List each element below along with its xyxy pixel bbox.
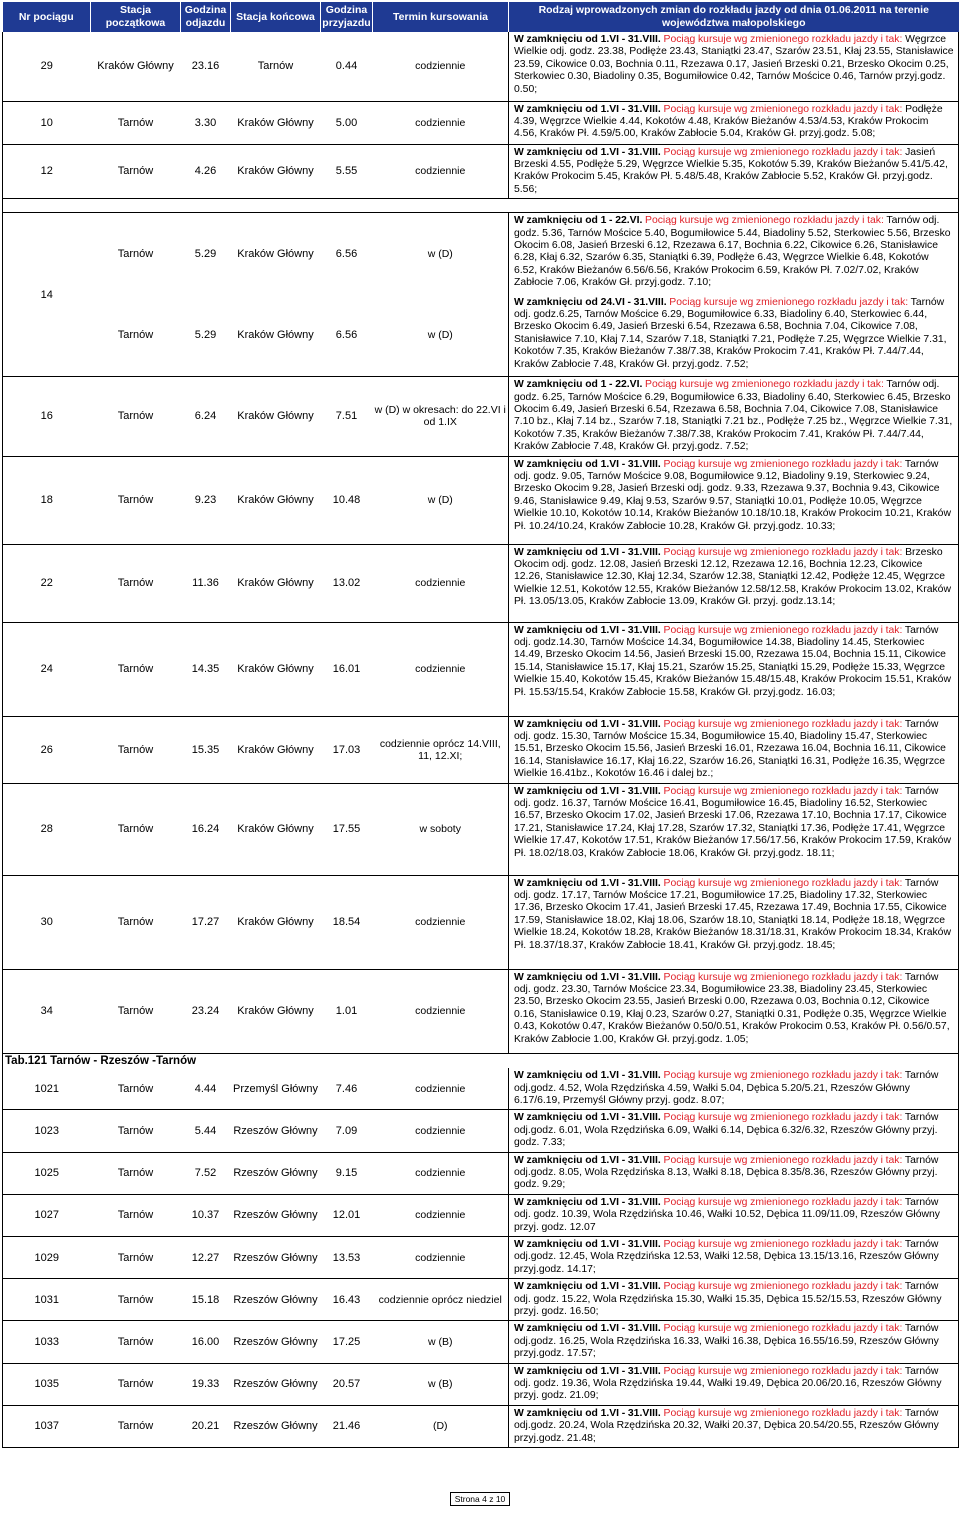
arrival-time: 7.46 bbox=[321, 1068, 373, 1110]
arrival-time: 17.03 bbox=[321, 716, 373, 783]
table-row bbox=[3, 1363, 959, 1405]
header-schedule-term: Termin kursowania bbox=[373, 2, 509, 32]
train-number: 18 bbox=[3, 456, 91, 544]
start-station: Tarnów bbox=[91, 213, 181, 295]
change-note: Pociąg kursuje wg zmienionego rozkładu jazdy i tak: bbox=[660, 971, 903, 983]
table-row bbox=[3, 1068, 959, 1110]
train-number: 16 bbox=[3, 377, 91, 456]
route-text: Tarnów odj. godz. 19.36, Wola Rzędzińska 19.44, Wałki 19.49, Dębica 20.06/20.16, Rzeszów Główny przyj. godz. 21.09; bbox=[514, 1365, 942, 1402]
train-number: 34 bbox=[3, 969, 91, 1053]
train-number: 1023 bbox=[3, 1110, 91, 1152]
table-row bbox=[3, 544, 959, 622]
table-row bbox=[3, 1279, 959, 1321]
route-text: Brzesko Okocim odj. godz. 12.08, Jasień Brzeski 12.12, Rzezawa 12.16, Bochnia 12.23, Cikowice 12.26, Stanisławice 12.30, Kłaj 12.34, Szarów 12.38, Staniątki 12.42, Podłęże 12.45, Węgrzce Wielkie 12.51, Kokotów 12.55, Kraków Bieżanów 12.58/12.58, Kraków Prokocim 13.02, Kraków Pł. 13.05/13.05, Kraków Zabłocie 13.09, Kraków Gł. przyj. godz.13.14; bbox=[514, 546, 951, 608]
change-description bbox=[509, 456, 959, 544]
start-station: Tarnów bbox=[91, 1321, 181, 1363]
departure-time: 23.16 bbox=[181, 32, 231, 101]
change-note: Pociąg kursuje wg zmienionego rozkładu jazdy i tak: bbox=[660, 34, 903, 45]
schedule-term: codziennie bbox=[373, 1194, 509, 1236]
table-row bbox=[3, 1110, 959, 1152]
arrival-time: 16.43 bbox=[321, 1279, 373, 1321]
closure-period: W zamknięciu od 1.VI - 31.VIII. bbox=[514, 34, 661, 45]
schedule-term: w soboty bbox=[373, 783, 509, 875]
schedule-term: w (D) bbox=[373, 213, 509, 295]
schedule-term: codziennie bbox=[373, 1110, 509, 1152]
departure-time: 23.24 bbox=[181, 969, 231, 1053]
change-note: Pociąg kursuje wg zmienionego rozkładu jazdy i tak: bbox=[660, 624, 903, 636]
departure-time: 9.23 bbox=[181, 456, 231, 544]
train-number: 24 bbox=[3, 622, 91, 716]
schedule-table bbox=[2, 2, 959, 1448]
schedule-term: w (D) bbox=[373, 456, 509, 544]
arrival-time: 13.53 bbox=[321, 1236, 373, 1278]
header-arrival: Godzina przyjazdu bbox=[321, 2, 373, 32]
train-number: 1025 bbox=[3, 1152, 91, 1194]
table-row bbox=[3, 213, 959, 295]
change-description bbox=[509, 1194, 959, 1236]
table-row bbox=[3, 1152, 959, 1194]
train-number: 1033 bbox=[3, 1321, 91, 1363]
header-end-station: Stacja końcowa bbox=[231, 2, 321, 32]
arrival-time: 21.46 bbox=[321, 1405, 373, 1447]
start-station: Tarnów bbox=[91, 1405, 181, 1447]
route-text: Tarnów odj. godz. 15.30, Tarnów Mościce 15.34, Bogumiłowice 15.40, Biadoliny 15.47, Sterkowiec 15.51, Brzesko Okocim 15.56, Jasień Brzeski 16.01, Rzezawa 16.04, Bochnia 16.11, Cikowice 16.14, Stanisławice 16.17, Kłaj 16.22, Szarów 16.26, Staniątki 16.31, Podłęże 16.35, Węgrzce Wielkie 16.41bz., Kokotów 16.46 i dalej bz.; bbox=[514, 718, 946, 780]
end-station: Przemyśl Główny bbox=[231, 1068, 321, 1110]
schedule-term: codziennie bbox=[373, 622, 509, 716]
table-row bbox=[3, 144, 959, 199]
header-departure: Godzina odjazdu bbox=[181, 2, 231, 32]
arrival-time: 17.25 bbox=[321, 1321, 373, 1363]
train-number: 22 bbox=[3, 544, 91, 622]
departure-time: 4.26 bbox=[181, 144, 231, 199]
arrival-time: 6.56 bbox=[321, 295, 373, 377]
closure-period: W zamknięciu od 1.VI - 31.VIII. bbox=[514, 146, 661, 158]
change-description bbox=[509, 32, 959, 101]
start-station: Tarnów bbox=[91, 1194, 181, 1236]
schedule-term: codziennie bbox=[373, 101, 509, 144]
table-row bbox=[3, 622, 959, 716]
change-note: Pociąg kursuje wg zmienionego rozkładu jazdy i tak: bbox=[642, 379, 884, 391]
end-station: Rzeszów Główny bbox=[231, 1405, 321, 1447]
change-note: Pociąg kursuje wg zmienionego rozkładu jazdy i tak: bbox=[666, 296, 909, 308]
table-row bbox=[3, 1405, 959, 1447]
end-station: Kraków Główny bbox=[231, 544, 321, 622]
change-description bbox=[509, 295, 959, 377]
start-station: Tarnów bbox=[91, 1363, 181, 1405]
route-text: Tarnów odj. godz. 15.22, Wola Rzędzińska 15.30, Wałki 15.35, Dębica 15.52/15.53, Rzeszów Główny przyj. godz. 16.50; bbox=[514, 1281, 942, 1317]
table-row bbox=[3, 101, 959, 144]
table-row bbox=[3, 295, 959, 377]
header-train-number: Nr pociągu bbox=[3, 2, 91, 32]
start-station: Tarnów bbox=[91, 144, 181, 199]
arrival-time: 12.01 bbox=[321, 1194, 373, 1236]
departure-time: 5.29 bbox=[181, 213, 231, 295]
change-description bbox=[509, 1152, 959, 1194]
arrival-time: 16.01 bbox=[321, 622, 373, 716]
table-row bbox=[3, 32, 959, 101]
schedule-term: codziennie bbox=[373, 144, 509, 199]
closure-period: W zamknięciu od 1.VI - 31.VIII. bbox=[514, 877, 661, 889]
schedule-term: w (B) bbox=[373, 1321, 509, 1363]
closure-period: W zamknięciu od 1.VI - 31.VIII. bbox=[514, 546, 661, 558]
start-station: Tarnów bbox=[91, 716, 181, 783]
end-station: Rzeszów Główny bbox=[231, 1110, 321, 1152]
change-note: Pociąg kursuje wg zmienionego rozkładu jazdy i tak: bbox=[660, 1154, 903, 1166]
train-number: 30 bbox=[3, 875, 91, 969]
change-description bbox=[509, 716, 959, 783]
arrival-time: 6.56 bbox=[321, 213, 373, 295]
schedule-term: codziennie bbox=[373, 969, 509, 1053]
end-station: Kraków Główny bbox=[231, 969, 321, 1053]
departure-time: 4.44 bbox=[181, 1068, 231, 1110]
closure-period: W zamknięciu od 1.VI - 31.VIII. bbox=[514, 1323, 661, 1335]
schedule-term: codziennie bbox=[373, 1152, 509, 1194]
departure-time: 10.37 bbox=[181, 1194, 231, 1236]
change-description bbox=[509, 377, 959, 456]
start-station: Tarnów bbox=[91, 1068, 181, 1110]
start-station: Tarnów bbox=[91, 622, 181, 716]
start-station: Tarnów bbox=[91, 101, 181, 144]
end-station: Kraków Główny bbox=[231, 101, 321, 144]
route-text: Tarnów odj. godz. 9.05, Tarnów Mościce 9.08, Bogumiłowice 9.12, Biadoliny 9.19, Sterkowiec 9.24, Brzesko Okocim 9.28, Jasień Brzeski odj. godz. 9.33, Rzezawa 9.37, Bochnia 9.43, Cikowice 9.46, Stanisławice 9.49, Kłaj 9.53, Szarów 9.57, Staniątki 10.01, Podłęże 10.05, Węgrzce Wielkie 10.10, Kokotów 10.14, Kraków Bieżanów 10.18/10.18, Kraków Prokocim 10.21, Kraków Pł. 10.24/10.24, Kraków Zabłocie 10.28, Kraków Gł. przyj.godz. 10.33; bbox=[514, 458, 951, 532]
table-row bbox=[3, 1194, 959, 1236]
table-header bbox=[3, 2, 959, 32]
end-station: Rzeszów Główny bbox=[231, 1279, 321, 1321]
closure-period: W zamknięciu od 1.VI - 31.VIII. bbox=[514, 1407, 661, 1419]
route-text: Tarnów odj. godz. 17.17, Tarnów Mościce 17.21, Bogumiłowice 17.25, Biadoliny 17.32, Sterkowiec 17.36, Brzesko Okocim 17.41, Jasień Brzeski 17.45, Rzezawa 17.49, Bochnia 17.55, Cikowice 17.59, Stanisławice 18.02, Kłaj 18.06, Szarów 18.10, Staniątki 18.14, Podłęże 18.18, Węgrzce Wielkie 18.24, Kokotów 18.28, Kraków Bieżanów 18.31/18.31, Kraków Prokocim 18.34, Kraków Pł. 18.37/18.37, Kraków Zabłocie 18.41, Kraków Gł. przyj.godz. 18.45; bbox=[514, 877, 951, 951]
route-text: Tarnów odj. godz. 6.25, Tarnów Mościce 6.29, Bogumiłowice 6.33, Biadoliny 6.40, Sterkowiec 6.45, Brzesko Okocim 6.49, Jasień Brzeski 6.54, Rzezawa 6.58, Bochnia 7.04, Cikowice 7.08, Stanisławice 7.10 bz., Kłaj 7.14 bz., Szarów 7.18, Staniątki 7.21 bz., Podłęże 7.25 bz., Węgrzce Wielkie 7.31, Kokotów 7.35, Kraków Bieżanów 7.38/7.38, Kraków Prokocim 7.41, Kraków Pł. 7.44/7.44, Kraków Zabłocie 7.48, Kraków Gł. przyj.godz. 7.52; bbox=[514, 379, 953, 453]
closure-period: W zamknięciu od 1.VI - 31.VIII. bbox=[514, 1365, 661, 1377]
train-number: 12 bbox=[3, 144, 91, 199]
departure-time: 15.35 bbox=[181, 716, 231, 783]
closure-period: W zamknięciu od 1.VI - 31.VIII. bbox=[514, 1154, 661, 1166]
end-station: Kraków Główny bbox=[231, 377, 321, 456]
table-row bbox=[3, 1321, 959, 1363]
closure-period: W zamknięciu od 1 - 22.VI. bbox=[514, 215, 643, 227]
closure-period: W zamknięciu od 1.VI - 31.VIII. bbox=[514, 1238, 661, 1250]
end-station: Rzeszów Główny bbox=[231, 1363, 321, 1405]
route-text: Tarnów odj. godz. 16.37, Tarnów Mościce 16.41, Bogumiłowice 16.45, Biadoliny 16.52, Sterkowiec 16.57, Brzesko Okocim 17.02, Jasień Brzeski 17.06, Rzezawa 17.10, Bochnia 17.17, Cikowice 17.21, Stanisławice 17.24, Kłaj 17.28, Szarów 17.32, Staniątki 17.36, Podłęże 17.41, Węgrzce Wielkie 17.47, Kokotów 17.51, Kraków Bieżanów 17.56/17.56, Kraków Prokocim 17.59, Kraków Pł. 18.02/18.03, Kraków Zabłocie 18.06, Kraków Gł. przyj.godz. 18.11; bbox=[514, 785, 951, 859]
change-description bbox=[509, 1110, 959, 1152]
end-station: Rzeszów Główny bbox=[231, 1236, 321, 1278]
table-row bbox=[3, 875, 959, 969]
start-station: Tarnów bbox=[91, 544, 181, 622]
route-text: Tarnów odj.godz. 6.01, Wola Rzędzińska 6.09, Wałki 6.14, Dębica 6.32/6.32, Rzeszów Główny przyj. godz. 7.33; bbox=[514, 1112, 939, 1149]
arrival-time: 20.57 bbox=[321, 1363, 373, 1405]
header-start-station: Stacja początkowa bbox=[91, 2, 181, 32]
start-station: Tarnów bbox=[91, 875, 181, 969]
end-station: Kraków Główny bbox=[231, 213, 321, 295]
departure-time: 5.44 bbox=[181, 1110, 231, 1152]
change-description bbox=[509, 1321, 959, 1363]
closure-period: W zamknięciu od 24.VI - 31.VIII. bbox=[514, 296, 667, 308]
change-description bbox=[509, 1363, 959, 1405]
table-row bbox=[3, 1236, 959, 1278]
arrival-time: 17.55 bbox=[321, 783, 373, 875]
spacer-row bbox=[3, 199, 959, 213]
schedule-term: codziennie bbox=[373, 1068, 509, 1110]
change-note: Pociąg kursuje wg zmienionego rozkładu jazdy i tak: bbox=[660, 546, 903, 558]
route-text: Tarnów odj. godz. 5.36, Tarnów Mościce 5.40, Bogumiłowice 5.44, Biadoliny 5.52, Sterkowiec 5.56, Brzesko Okocim 6.08, Jasień Brzeski 6.12, Rzezawa 6.17, Bochnia 6.22, Cikowice 6.26, Stanisławice 6.28, Kłaj 6.32, Szarów 6.35, Staniątki 6.39, Podłęże 6.43, Węgrzce Wielkie 6.48, Kokotów 6.52, Kraków Bieżanów 6.56/6.56, Kraków Prokocim 6.59, Kraków Pł. 7.02/7.02, Kraków Zabłocie 7.06, Kraków Gł. przyj.godz. 7.10; bbox=[514, 215, 951, 289]
route-text: Podłęże 4.39, Węgrzce Wielkie 4.44, Kokotów 4.48, Kraków Bieżanów 4.53/4.53, Kraków Prokocim 4.56, Kraków Pł. 4.59/5.00, Kraków Zabłocie 5.04, Kraków Gł. przyj.godz. 5.08; bbox=[514, 103, 943, 140]
route-text: Jasień Brzeski 4.55, Podłęże 5.29, Węgrzce Wielkie 5.35, Kokotów 5.39, Kraków Bieżanów 5.41/5.42, Kraków Prokocim 5.45, Kraków Pł. 5.48/5.48, Kraków Zabłocie 5.52, Kraków Gł. przyj.godz. 5.56; bbox=[514, 146, 948, 195]
change-note: Pociąg kursuje wg zmienionego rozkładu jazdy i tak: bbox=[660, 1238, 903, 1250]
change-note: Pociąg kursuje wg zmienionego rozkładu jazdy i tak: bbox=[660, 1323, 903, 1335]
train-number: 1021 bbox=[3, 1068, 91, 1110]
closure-period: W zamknięciu od 1.VI - 31.VIII. bbox=[514, 1070, 661, 1082]
change-description bbox=[509, 101, 959, 144]
change-note: Pociąg kursuje wg zmienionego rozkładu jazdy i tak: bbox=[642, 215, 884, 227]
train-number: 1029 bbox=[3, 1236, 91, 1278]
change-description bbox=[509, 783, 959, 875]
arrival-time: 13.02 bbox=[321, 544, 373, 622]
schedule-term: codziennie bbox=[373, 544, 509, 622]
page-number: Strona 4 z 10 bbox=[450, 1492, 511, 1506]
departure-time: 5.29 bbox=[181, 295, 231, 377]
arrival-time: 10.48 bbox=[321, 456, 373, 544]
closure-period: W zamknięciu od 1.VI - 31.VIII. bbox=[514, 458, 661, 470]
change-description bbox=[509, 544, 959, 622]
schedule-term: codziennie bbox=[373, 32, 509, 101]
closure-period: W zamknięciu od 1.VI - 31.VIII. bbox=[514, 1112, 661, 1124]
arrival-time: 5.55 bbox=[321, 144, 373, 199]
change-description bbox=[509, 622, 959, 716]
table-row bbox=[3, 783, 959, 875]
train-number: 29 bbox=[3, 32, 91, 101]
section-title: Tab.121 Tarnów - Rzeszów -Tarnów bbox=[3, 1053, 509, 1068]
schedule-term: codziennie bbox=[373, 875, 509, 969]
change-description bbox=[509, 144, 959, 199]
departure-time: 6.24 bbox=[181, 377, 231, 456]
arrival-time: 1.01 bbox=[321, 969, 373, 1053]
start-station: Tarnów bbox=[91, 1236, 181, 1278]
change-note: Pociąg kursuje wg zmienionego rozkładu jazdy i tak: bbox=[660, 103, 903, 115]
change-note: Pociąg kursuje wg zmienionego rozkładu jazdy i tak: bbox=[660, 718, 903, 730]
schedule-term: codziennie bbox=[373, 1236, 509, 1278]
arrival-time: 7.09 bbox=[321, 1110, 373, 1152]
train-number: 1037 bbox=[3, 1405, 91, 1447]
departure-time: 7.52 bbox=[181, 1152, 231, 1194]
start-station: Tarnów bbox=[91, 1152, 181, 1194]
departure-time: 12.27 bbox=[181, 1236, 231, 1278]
route-text: Węgrzce Wielkie odj. godz. 23.38, Podłęże 23.43, Staniątki 23.47, Szarów 23.51, Kłaj 23.55, Stanisławice 23.59, Cikowice 0.03, Bochnia 0.11, Rzezawa 0.17, Jasień Brzeski 0.21, Brzesko Okocim 0.25, Sterkowiec 0.30, Biadoliny 0.35, Bogumiłowice 0.42, Tarnów Mościce 0.46, Tarnów przyj.godz. 0.50; bbox=[514, 34, 954, 95]
route-text: Tarnów odj. godz. 10.39, Wola Rzędzińska 10.46, Wałki 10.52, Dębica 11.09/11.09, Rzeszów Główny przyj. godz. 12.07 bbox=[514, 1196, 940, 1233]
change-description bbox=[509, 1279, 959, 1321]
end-station: Kraków Główny bbox=[231, 875, 321, 969]
change-note: Pociąg kursuje wg zmienionego rozkładu jazdy i tak: bbox=[660, 1070, 903, 1082]
change-note: Pociąg kursuje wg zmienionego rozkładu jazdy i tak: bbox=[660, 458, 903, 470]
change-note: Pociąg kursuje wg zmienionego rozkładu jazdy i tak: bbox=[660, 1112, 903, 1124]
change-note: Pociąg kursuje wg zmienionego rozkładu jazdy i tak: bbox=[660, 1281, 903, 1293]
start-station: Tarnów bbox=[91, 1279, 181, 1321]
arrival-time: 7.51 bbox=[321, 377, 373, 456]
train-number: 26 bbox=[3, 716, 91, 783]
departure-time: 16.24 bbox=[181, 783, 231, 875]
train-number: 28 bbox=[3, 783, 91, 875]
schedule-term: w (D) w okresach: do 22.VI i od 1.IX bbox=[373, 377, 509, 456]
change-note: Pociąg kursuje wg zmienionego rozkładu jazdy i tak: bbox=[660, 877, 903, 889]
change-description bbox=[509, 1236, 959, 1278]
end-station: Rzeszów Główny bbox=[231, 1194, 321, 1236]
closure-period: W zamknięciu od 1.VI - 31.VIII. bbox=[514, 785, 661, 797]
table-row bbox=[3, 969, 959, 1053]
change-description bbox=[509, 969, 959, 1053]
route-text: Tarnów odj.godz. 8.05, Wola Rzędzińska 8.13, Wałki 8.18, Dębica 8.35/8.36, Rzeszów Główny przyj. godz. 9.29; bbox=[514, 1154, 939, 1191]
route-text: Tarnów odj. godz.6.25, Tarnów Mościce 6.29, Bogumiłowice 6.33, Biadoliny 6.40, Sterkowiec 6.44, Brzesko Okocim 6.49, Jasień Brzeski 6.54, Rzezawa 6.58, Bochnia 7.04, Cikowice 7.08, Stanisławice 7.10, Kłaj 7.14, Szarów 7.18, Staniątki 7.21, Podłęże 7.25, Węgrzce Wielkie 7.31, Kokotów 7.35, Kraków Bieżanów 7.38/7.38, Kraków Prokocim 7.41, Kraków Pł. 7.44/7.44, Kraków Zabłocie 7.48, Kraków Gł. przyj.godz. 7.52; bbox=[514, 296, 947, 370]
closure-period: W zamknięciu od 1.VI - 31.VIII. bbox=[514, 971, 661, 983]
arrival-time: 0.44 bbox=[321, 32, 373, 101]
change-note: Pociąg kursuje wg zmienionego rozkładu jazdy i tak: bbox=[660, 146, 903, 158]
table-row bbox=[3, 456, 959, 544]
end-station: Kraków Główny bbox=[231, 456, 321, 544]
end-station: Rzeszów Główny bbox=[231, 1321, 321, 1363]
start-station: Tarnów bbox=[91, 1110, 181, 1152]
end-station: Tarnów bbox=[231, 32, 321, 101]
departure-time: 11.36 bbox=[181, 544, 231, 622]
closure-period: W zamknięciu od 1.VI - 31.VIII. bbox=[514, 718, 661, 730]
closure-period: W zamknięciu od 1.VI - 31.VIII. bbox=[514, 1281, 661, 1293]
departure-time: 14.35 bbox=[181, 622, 231, 716]
schedule-term: w (B) bbox=[373, 1363, 509, 1405]
change-note: Pociąg kursuje wg zmienionego rozkładu jazdy i tak: bbox=[660, 1196, 903, 1208]
schedule-term: (D) bbox=[373, 1405, 509, 1447]
route-text: Tarnów odj.godz. 20.24, Wola Rzędzińska 20.32, Wałki 20.37, Dębica 20.54/20.55, Rzeszów Główny przyj.godz. 21.48; bbox=[514, 1407, 939, 1444]
change-note: Pociąg kursuje wg zmienionego rozkładu jazdy i tak: bbox=[660, 785, 903, 797]
end-station: Kraków Główny bbox=[231, 144, 321, 199]
change-description bbox=[509, 1405, 959, 1447]
page-footer bbox=[0, 1494, 960, 1504]
end-station: Kraków Główny bbox=[231, 295, 321, 377]
section-title-row bbox=[3, 1053, 959, 1068]
closure-period: W zamknięciu od 1.VI - 31.VIII. bbox=[514, 624, 661, 636]
table-row bbox=[3, 716, 959, 783]
end-station: Kraków Główny bbox=[231, 783, 321, 875]
header-change-description: Rodzaj wprowadzonych zmian do rozkładu jazdy od dnia 01.06.2011 na terenie województwa małopolskiego bbox=[509, 2, 959, 32]
schedule-term: codziennie oprócz niedziel bbox=[373, 1279, 509, 1321]
route-text: Tarnów odj.godz. 12.45, Wola Rzędzińska 12.53, Wałki 12.58, Dębica 13.15/13.16, Rzeszów Główny przyj.godz. 14.17; bbox=[514, 1238, 939, 1275]
closure-period: W zamknięciu od 1.VI - 31.VIII. bbox=[514, 1196, 661, 1208]
train-number: 1031 bbox=[3, 1279, 91, 1321]
start-station: Tarnów bbox=[91, 456, 181, 544]
start-station: Kraków Główny bbox=[91, 32, 181, 101]
departure-time: 15.18 bbox=[181, 1279, 231, 1321]
departure-time: 19.33 bbox=[181, 1363, 231, 1405]
timetable-page bbox=[2, 2, 958, 1448]
departure-time: 17.27 bbox=[181, 875, 231, 969]
train-number: 10 bbox=[3, 101, 91, 144]
start-station: Tarnów bbox=[91, 377, 181, 456]
change-description bbox=[509, 1068, 959, 1110]
departure-time: 3.30 bbox=[181, 101, 231, 144]
arrival-time: 9.15 bbox=[321, 1152, 373, 1194]
end-station: Kraków Główny bbox=[231, 622, 321, 716]
train-number: 1027 bbox=[3, 1194, 91, 1236]
schedule-term: w (D) bbox=[373, 295, 509, 377]
train-number: 14 bbox=[3, 213, 91, 377]
route-text: Tarnów odj. godz. 23.30, Tarnów Mościce 23.34, Bogumiłowice 23.38, Biadoliny 23.45, Sterkowiec 23.50, Brzesko Okocim 23.55, Jasień Brzeski 0.00, Rzezawa 0.03, Bochnia 0.12, Cikowice 0.16, Stanisławice 0.19, Kłaj 0.23, Szarów 0.27, Staniątki 0.31, Podłęże 0.35, Węgrzce Wielkie 0.43, Kokotów 0.47, Kraków Bieżanów 0.50/0.51, Kraków Prokocim 0.53, Kraków Pł. 0.56/0.57, Kraków Zabłocie 1.00, Kraków Gł. przyj.godz. 1.05; bbox=[514, 971, 950, 1045]
start-station: Tarnów bbox=[91, 295, 181, 377]
change-note: Pociąg kursuje wg zmienionego rozkładu jazdy i tak: bbox=[660, 1407, 903, 1419]
table-row bbox=[3, 377, 959, 456]
start-station: Tarnów bbox=[91, 783, 181, 875]
end-station: Kraków Główny bbox=[231, 716, 321, 783]
train-number: 1035 bbox=[3, 1363, 91, 1405]
change-note: Pociąg kursuje wg zmienionego rozkładu jazdy i tak: bbox=[660, 1365, 903, 1377]
closure-period: W zamknięciu od 1.VI - 31.VIII. bbox=[514, 103, 661, 115]
change-description bbox=[509, 213, 959, 295]
schedule-term: codziennie oprócz 14.VIII, 11, 12.XI; bbox=[373, 716, 509, 783]
route-text: Tarnów odj.godz. 4.52, Wola Rzędzińska 4.59, Wałki 5.04, Dębica 5.20/5.21, Rzeszów Główny 6.17/6.19, Przemyśl Główny przyj. godz. 8.07; bbox=[514, 1070, 939, 1106]
departure-time: 20.21 bbox=[181, 1405, 231, 1447]
departure-time: 16.00 bbox=[181, 1321, 231, 1363]
route-text: Tarnów odj. godz.14.30, Tarnów Mościce 14.34, Bogumiłowice 14.38, Biadoliny 14.45, Sterkowiec 14.49, Brzesko Okocim 14.56, Jasień Brzeski 15.00, Rzezawa 15.04, Bochnia 15.11, Cikowice 15.14, Stanisławice 15.17, Kłaj 15.21, Szarów 15.25, Staniątki 15.29, Podłęże 15.33, Węgrzce Wielkie 15.40, Kokotów 15.45, Kraków Bieżanów 15.48/15.48, Kraków Prokocim 15.51, Kraków Pł. 15.53/15.54, Kraków Zabłocie 15.58, Kraków Gł. przyj.godz. 16.03; bbox=[514, 624, 951, 698]
arrival-time: 5.00 bbox=[321, 101, 373, 144]
change-description bbox=[509, 875, 959, 969]
start-station: Tarnów bbox=[91, 969, 181, 1053]
closure-period: W zamknięciu od 1 - 22.VI. bbox=[514, 379, 643, 391]
arrival-time: 18.54 bbox=[321, 875, 373, 969]
end-station: Rzeszów Główny bbox=[231, 1152, 321, 1194]
route-text: Tarnów odj.godz. 16.25, Wola Rzędzińska 16.33, Wałki 16.38, Dębica 16.55/16.59, Rzeszów Główny przyj.godz. 17.57; bbox=[514, 1323, 939, 1360]
